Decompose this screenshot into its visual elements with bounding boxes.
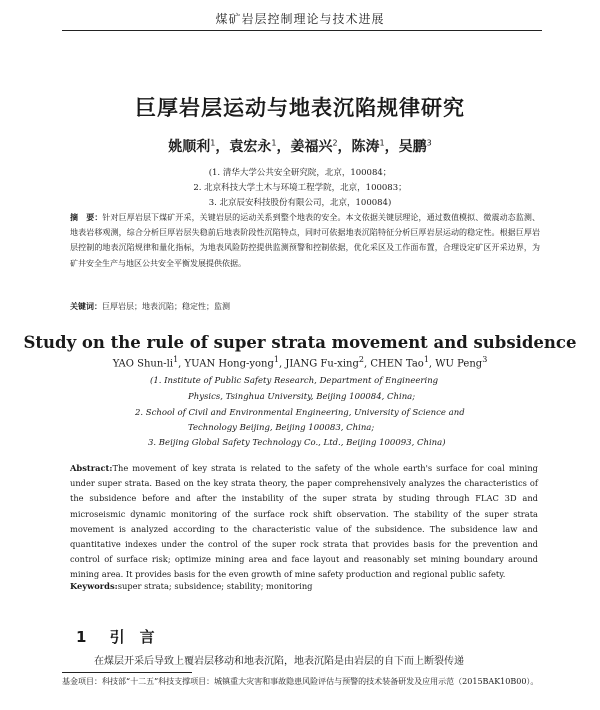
english-affiliation-line: Technology Beijing, Beijing 100083, China; xyxy=(188,423,375,433)
english-abstract-text: The movement of key strata is related to the safety of the whole earth's surface for coal mining under super strata. Based on the key strata theory, the paper comprehensively analyzes the characteristics of the subsidence before and after the instability of the super strata by studing through FLAC 3D and microseismic dynamic monitoring of the surface rock shift observation. The stability of the super strata movement is analyzed according to the characteristic value of the subsidence. The subsidence law and quantitative indexes under the control of the super rock strata that provides basis for the prevention and control of surface risk; optimize mining area and face layout and reasonably set mining boundary around mining area. It provides basis for the even growth of mine safety production and regional public safety. xyxy=(70,463,538,580)
author-separator: , xyxy=(278,358,286,370)
chinese-abstract-label: 摘 要： xyxy=(70,212,103,222)
english-keywords xyxy=(70,581,538,591)
author-name: CHEN Tao xyxy=(370,358,424,370)
author-separator: , xyxy=(178,358,185,370)
english-affiliation-line: 2. School of Civil and Environmental Engineering, University of Science and xyxy=(135,408,465,418)
author-sup: 1 xyxy=(210,138,216,148)
author-name: 袁宏永 xyxy=(229,139,272,155)
section-number: 1 xyxy=(76,628,87,646)
chinese-title: 巨厚岩层运动与地表沉陷规律研究 xyxy=(135,96,465,120)
english-authors xyxy=(0,355,600,369)
section-heading xyxy=(76,626,155,647)
author-sup: 1 xyxy=(423,355,429,364)
chinese-abstract xyxy=(70,210,540,271)
author-sup: 3 xyxy=(482,355,488,364)
running-header: 煤矿岩层控制理论与技术进展 xyxy=(215,12,385,26)
author-name: WU Peng xyxy=(435,358,483,370)
author-sup: 1 xyxy=(273,355,279,364)
author-name: 陈涛 xyxy=(351,139,380,155)
english-affiliation-line: 3. Beijing Global Safety Technology Co., Ltd., Beijing 100093, China) xyxy=(148,438,446,448)
author-sup: 1 xyxy=(173,355,179,364)
author-separator: ， xyxy=(337,139,352,155)
author-name: YUAN Hong-yong xyxy=(184,358,274,370)
body-paragraph: 在煤层开采后导致上覆岩层移动和地表沉陷，地表沉陷是由岩层的自下而上断裂传递 xyxy=(94,656,464,667)
english-abstract-label: Abstract: xyxy=(70,463,113,473)
chinese-keywords-text: 巨厚岩层；地表沉陷；稳定性；监测 xyxy=(102,302,230,311)
author-name: YAO Shun-li xyxy=(112,358,174,370)
chinese-authors xyxy=(0,136,600,156)
footnote-rule xyxy=(62,672,192,673)
author-separator: , xyxy=(363,358,371,370)
footnote: 基金项目：科技部“十二五”科技支撑项目：城镇重大灾害和事故隐患风险评估与预警的技术装备研发及应用示范（2015BAK10B00）。 xyxy=(62,677,539,686)
english-affiliation-line: Physics, Tsinghua University, Beijing 100084, China; xyxy=(188,392,416,402)
header-rule xyxy=(62,30,542,31)
chinese-keywords-label: 关键词： xyxy=(70,301,102,311)
author-name: 吴鹏 xyxy=(398,139,427,155)
author-name: JIANG Fu-xing xyxy=(285,358,359,370)
author-sup: 2 xyxy=(332,138,338,148)
author-sup: 1 xyxy=(379,138,385,148)
english-keywords-label: Keywords: xyxy=(70,581,118,591)
chinese-abstract-text: 针对巨厚岩层下煤矿开采，关键岩层的运动关系到整个地表的安全。本文依据关键层理论，通过数值模拟、微震动态监测、地表岩移观测，综合分析巨厚岩层失稳前后地表阶段性沉陷特点，同时可依据地表沉陷特征分析巨厚岩层运动的稳定性。根据巨厚岩层控制的地表沉陷规律和量化指标，为地表风险防控提供监测预警和控制依据，优化采区及工作面布置，合理设定矿区开采边界，为矿井安全生产与地区公共安全平衡发展提供依据。 xyxy=(70,213,540,268)
chinese-affiliation-3: 3. 北京辰安科技股份有限公司，北京，100084) xyxy=(208,198,392,208)
chinese-affiliation-1: (1. 清华大学公共安全研究院，北京，100084； xyxy=(208,168,392,178)
author-separator: ， xyxy=(276,139,291,155)
author-sup: 3 xyxy=(426,138,432,148)
english-title: Study on the rule of super strata movement and subsidence xyxy=(23,333,577,352)
author-name: 姚顺利 xyxy=(168,139,211,155)
author-separator: ， xyxy=(384,139,399,155)
author-separator: , xyxy=(428,358,436,370)
author-sup: 1 xyxy=(271,138,277,148)
chinese-affiliation-2: 2. 北京科技大学土木与环境工程学院，北京，100083； xyxy=(193,183,407,193)
english-affiliation-line: (1. Institute of Public Safety Research, Department of Engineering xyxy=(150,376,439,386)
chinese-keywords xyxy=(70,301,540,312)
author-sup: 2 xyxy=(358,355,364,364)
english-keywords-text: super strata; subsidence; stability; monitoring xyxy=(117,581,313,591)
section-title: 引 言 xyxy=(109,628,155,646)
english-abstract xyxy=(70,461,538,583)
author-separator: ， xyxy=(215,139,230,155)
author-name: 姜福兴 xyxy=(290,139,333,155)
